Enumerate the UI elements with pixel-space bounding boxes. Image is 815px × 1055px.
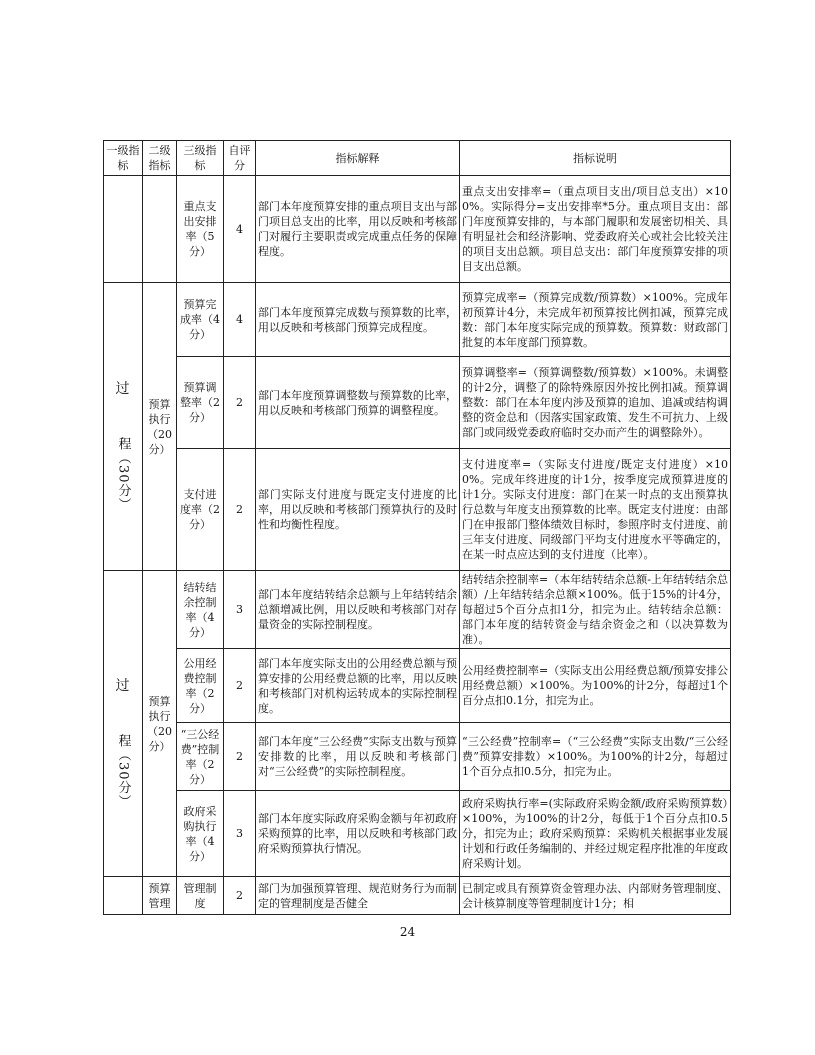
self-score: 4 [224, 176, 256, 283]
indicator-description: 预算调整率=（预算调整数/预算数）×100%。未调整的计2分，调整了的除特殊原因外按比例扣减。预算调整数：部门在本年度内涉及预算的追加、追减或结构调整的资金总和（因落实国家政策、发生不可抗力、上级部门或同级党委政府临时交办而产生的调整除外）。 [460, 357, 731, 449]
indicator-description: 预算完成率=（预算完成数/预算数）×100%。完成年初预算计4分，未完成年初预算按比例扣减，预算完成数：部门本年度实际完成的预算数。预算数：财政部门批复的本年度部门预算数。 [460, 283, 731, 357]
level3-indicator: 预算完成率（4分） [177, 283, 224, 357]
indicator-description: “三公经费”控制率=（“三公经费”实际支出数/“三公经费”预算安排数）×100%。为100%的计2分，每超过1个百分点扣0.5分，扣完为止。 [460, 723, 731, 791]
indicator-explanation: 部门为加强预算管理、规范财务行为而制定的管理制度是否健全 [256, 877, 460, 915]
evaluation-table [103, 140, 731, 915]
header-level2: 二级指标 [143, 141, 177, 176]
self-score: 2 [224, 877, 256, 915]
level3-indicator: 支付进度率（2分） [177, 449, 224, 571]
level3-indicator: 预算调整率（2分） [177, 357, 224, 449]
indicator-explanation: 部门本年度预算完成数与预算数的比率，用以反映和考核部门预算完成程度。 [256, 283, 460, 357]
self-score: 3 [224, 571, 256, 649]
table-row [104, 176, 731, 283]
table-row [104, 791, 731, 877]
indicator-description: 已制定或具有预算资金管理办法、内部财务管理制度、会计核算制度等管理制度计1分；相 [460, 877, 731, 915]
self-score: 2 [224, 723, 256, 791]
indicator-explanation: 部门本年度实际支出的公用经费总额与预算安排的公用经费总额的比率，用以反映和考核部门对机构运转成本的实际控制程度。 [256, 649, 460, 723]
level3-indicator: “三公经费”控制率（2分） [177, 723, 224, 791]
level1-process-label-a: 过 [115, 380, 131, 397]
indicator-description: 公用经费控制率=（实际支出公用经费总额/预算安排公用经费总额）×100%。为100%的计2分，每超过1个百分点扣0.1分，扣完为止。 [460, 649, 731, 723]
table-row [104, 877, 731, 915]
indicator-explanation: 部门本年度预算调整数与预算数的比率，用以反映和考核部门预算的调整程度。 [256, 357, 460, 449]
self-score: 2 [224, 649, 256, 723]
self-score: 3 [224, 791, 256, 877]
header-explanation: 指标解释 [256, 141, 460, 176]
level2-budget-management: 预算管理 [143, 877, 177, 915]
level1-process-label-a: 过 [115, 677, 131, 694]
self-score: 2 [224, 357, 256, 449]
indicator-explanation: 部门实际支付进度与既定支付进度的比率，用以反映和考核部门预算执行的及时性和均衡性程度。 [256, 449, 460, 571]
level3-indicator: 结转结余控制率（4分） [177, 571, 224, 649]
level1-process-label-b: 程（30分） [115, 733, 131, 809]
level3-indicator: 公用经费控制率（2分） [177, 649, 224, 723]
indicator-description: 政府采购执行率=(实际政府采购金额/政府采购预算数）×100%，为100%的计2分，每低于1个百分点扣0.5分，扣完为止；政府采购预算：采购机关根据事业发展计划和行政任务编制的、并经过规定程序批准的年度政府采购计划。 [460, 791, 731, 877]
table-row [104, 723, 731, 791]
indicator-description: 重点支出安排率=（重点项目支出/项目总支出）×100%。实际得分=支出安排率*5分。重点项目支出：部门年度预算安排的，与本部门履职和发展密切相关、具有明显社会和经济影响、党委政府关心或社会比较关注的项目支出总额。项目总支出：部门年度预算安排的项目支出总额。 [460, 176, 731, 283]
level3-indicator: 管理制度 [177, 877, 224, 915]
table-row [104, 449, 731, 571]
indicator-explanation: 部门本年度预算安排的重点项目支出与部门项目总支出的比率，用以反映和考核部门对履行主要职责或完成重点任务的保障程度。 [256, 176, 460, 283]
level2-budget-execution: 预算执行（20分） [143, 283, 177, 571]
table-header-row [104, 141, 731, 176]
page-number: 24 [399, 925, 416, 939]
indicator-description: 支付进度率=（实际支付进度/既定支付进度）×100%。完成年终进度的计1分，按季度完成预算进度的计1分。实际支付进度：部门在某一时点的支出预算执行总数与年度支出预算数的比率。既定支付进度：由部门在申报部门整体绩效目标时，参照序时支付进度、前三年支付进度、同级部门平均支付进度水平等确定的，在某一时点应达到的支付进度（比率）。 [460, 449, 731, 571]
header-level3: 三级指标 [177, 141, 224, 176]
table-row [104, 649, 731, 723]
level3-indicator: 重点支出安排率（5分） [177, 176, 224, 283]
level1-cell [104, 877, 143, 915]
indicator-explanation: 部门本年度“三公经费”实际支出数与预算安排数的比率，用以反映和考核部门对“三公经费”的实际控制程度。 [256, 723, 460, 791]
level1-process-cell [104, 571, 143, 877]
indicator-explanation: 部门本年度结转结余总额与上年结转结余总额增减比例，用以反映和考核部门对存量资金的实际控制程度。 [256, 571, 460, 649]
self-score: 4 [224, 283, 256, 357]
level3-indicator: 政府采购执行率（4分） [177, 791, 224, 877]
level1-cell [104, 176, 143, 283]
header-level1: 一级指标 [104, 141, 143, 176]
table-row [104, 283, 731, 357]
indicator-explanation: 部门本年度实际政府采购金额与年初政府采购预算的比率，用以反映和考核部门政府采购预算执行情况。 [256, 791, 460, 877]
header-description: 指标说明 [460, 141, 731, 176]
level1-process-cell [104, 283, 143, 571]
level2-budget-execution: 预算执行（20分） [143, 571, 177, 877]
self-score: 2 [224, 449, 256, 571]
indicator-description: 结转结余控制率=（本年结转结余总额-上年结转结余总额）/上年结转结余总额×100%。低于15%的计4分，每超过5个百分点扣1分，扣完为止。结转结余总额：部门本年度的结转资金与结余资金之和（以决算数为准）。 [460, 571, 731, 649]
level1-process-label-b: 程（30分） [115, 436, 131, 512]
table-row [104, 571, 731, 649]
level2-cell [143, 176, 177, 283]
header-self-score: 自评分 [224, 141, 256, 176]
table-row [104, 357, 731, 449]
